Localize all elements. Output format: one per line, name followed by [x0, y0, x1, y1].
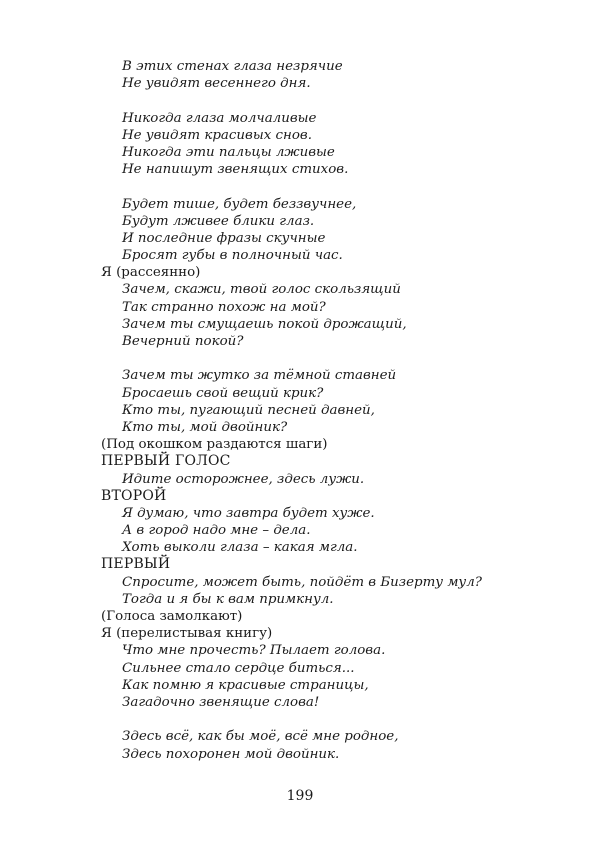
verse-line: Никогда эти пальцы лживые — [122, 144, 335, 160]
stage-direction: Я (рассеянно) — [101, 265, 201, 281]
verse-line: Что мне прочесть? Пылает голова. — [122, 643, 386, 659]
verse-line: Идите осторожнее, здесь лужи. — [122, 471, 365, 487]
verse-line: Хоть выколи глаза – какая мгла. — [122, 540, 358, 556]
verse-line: В этих стенах глаза незрячие — [122, 59, 343, 74]
verse-line: Так странно похож на мой? — [122, 299, 326, 315]
verse-line: И последние фразы скучные — [122, 230, 326, 246]
verse-line: А в город надо мне – дела. — [122, 523, 311, 539]
poem-text — [101, 58, 571, 763]
verse-line: Тогда и я бы к вам примкнул. — [122, 591, 334, 607]
verse-line: Зачем, скажи, твой голос скользящий — [122, 282, 401, 298]
stanza-gap — [101, 350, 571, 367]
verse-line: Не увидят красивых снов. — [122, 127, 312, 143]
verse-line: Здесь всё, как бы моё, всё мне родное, — [122, 729, 399, 745]
verse-line: Не увидят весеннего дня. — [122, 76, 311, 92]
verse-line: Зачем ты жутко за тёмной ставней — [122, 368, 397, 384]
stanza-gap — [101, 92, 571, 109]
verse-line: Я думаю, что завтра будет хуже. — [122, 505, 375, 521]
speaker-label: ПЕРВЫЙ ГОЛОС — [101, 453, 231, 470]
verse-line: Зачем ты смущаешь покой дрожащий, — [122, 316, 407, 332]
verse-line: Бросаешь свой вещий крик? — [122, 385, 324, 401]
stage-direction: Я (перелистывая книгу) — [101, 626, 273, 642]
verse-line: Здесь похоронен мой двойник. — [122, 746, 340, 762]
stanza-gap — [101, 711, 571, 728]
verse-line: Сильнее стало сердце биться... — [122, 660, 355, 676]
speaker-label: ВТОРОЙ — [101, 487, 167, 504]
verse-line: Бросят губы в полночный час. — [122, 248, 343, 264]
verse-line: Не напишут звенящих стихов. — [122, 162, 349, 178]
verse-line: Кто ты, мой двойник? — [122, 419, 288, 435]
verse-line: Загадочно звенящие слова! — [122, 694, 320, 710]
verse-line: Будут лживее блики глаз. — [122, 213, 315, 229]
verse-line: Вечерний покой? — [122, 334, 244, 349]
verse-line: Никогда глаза молчаливые — [122, 110, 317, 126]
verse-line: Будет тише, будет беззвучнее, — [122, 196, 357, 212]
stage-direction: (Голоса замолкают) — [101, 609, 243, 624]
verse-line: Как помню я красивые страницы, — [122, 677, 369, 693]
speaker-label: ПЕРВЫЙ — [101, 556, 171, 573]
verse-line: Спросите, может быть, пойдёт в Бизерту мул? — [122, 574, 482, 590]
stage-direction: (Под окошком раздаются шаги) — [101, 437, 328, 453]
stanza-gap — [101, 178, 571, 195]
verse-line: Кто ты, пугающий песней давней, — [122, 402, 375, 418]
page-number: 199 — [286, 788, 314, 804]
